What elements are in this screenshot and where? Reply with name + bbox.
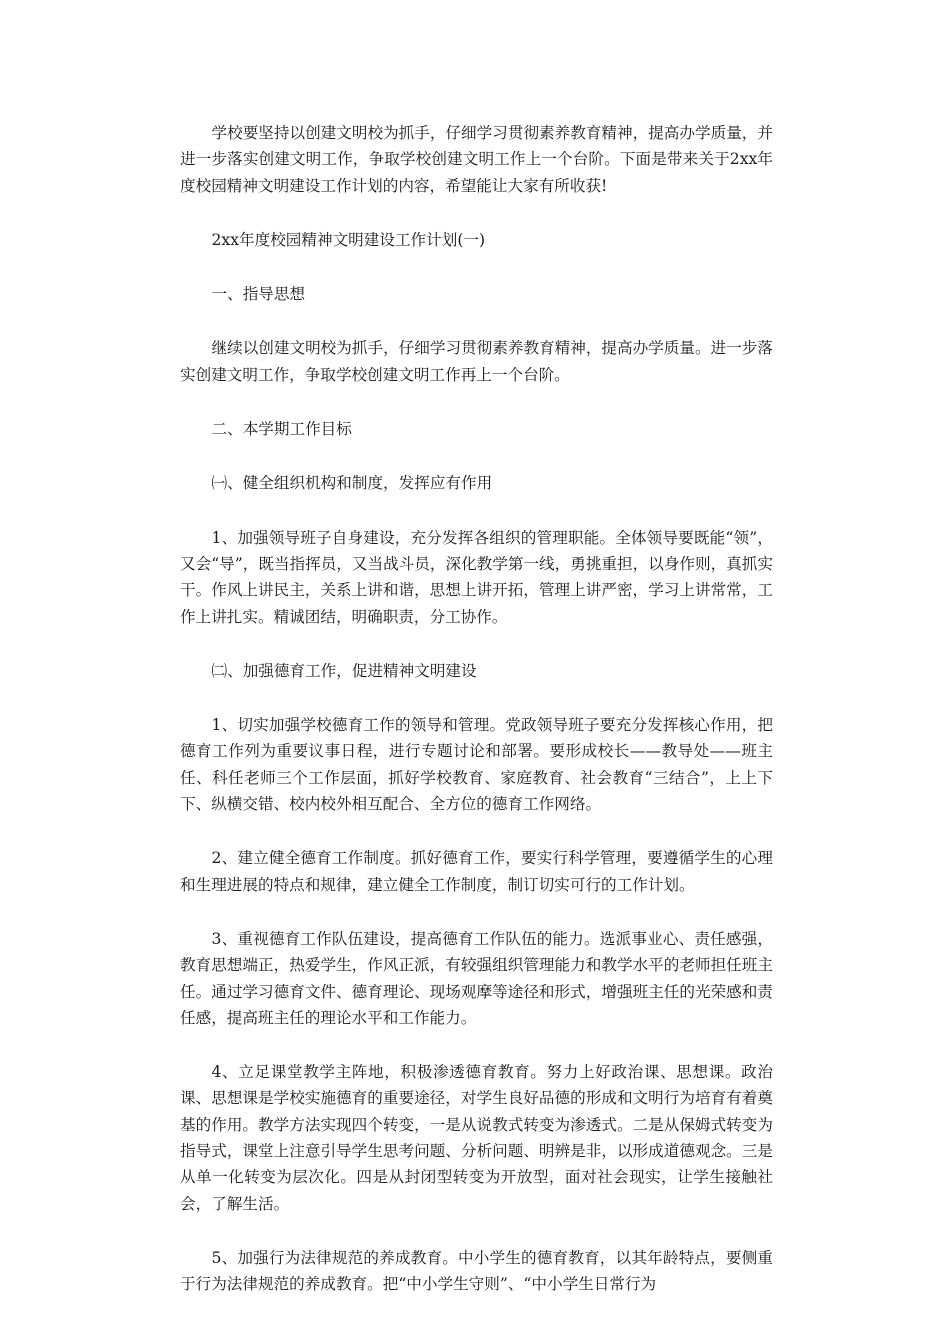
section-heading-guiding-thought: 一、指导思想 [211, 285, 306, 304]
section-heading-semester-goals: 二、本学期工作目标 [211, 420, 352, 439]
document-body [180, 120, 773, 1298]
item-moral-team: 3、重视德育工作队伍建设，提高德育工作队伍的能力。选派事业心、责任感强，教育思想端正，热爱学生，作风正派，有较强组织管理能力和教学水平的老师担任班主任。通过学习德育文件、德育理论、现场观摩等途径和形式，增强班主任的光荣感和责任感，提高班主任的理论水平和工作能力。 [180, 929, 773, 1027]
item-moral-leadership: 1、切实加强学校德育工作的领导和管理。党政领导班子要充分发挥核心作用，把德育工作列为重要议事日程，进行专题讨论和部署。要形成校长——教导处——班主任、科任老师三个工作层面，抓好学校教育、家庭教育、社会教育“三结合”，上上下下、纵横交错、校内校外相互配合、全方位的德育工作网络。 [180, 716, 773, 814]
subheading-organization: ㈠、健全组织机构和制度，发挥应有作用 [211, 474, 493, 493]
item-moral-system: 2、建立健全德育工作制度。抓好德育工作，要实行科学管理，要遵循学生的心理和生理进展的特点和规律，建立健全工作制度，制订切实可行的工作计划。 [180, 849, 773, 894]
item-classroom-teaching: 4、立足课堂教学主阵地，积极渗透德育教育。努力上好政治课、思想课。政治课、思想课是学校实施德育的重要途径，对学生良好品德的形成和文明行为培育有着奠基的作用。教学方法实现四个转变，一是从说教式转变为渗透式。二是从保姆式转变为指导式，课堂上注意引导学生思考问题、分析问题、明辨是非，以形成道德观念。三是从单一化转变为层次化。四是从封闭型转变为开放型，面对社会现实，让学生接触社会，了解生活。 [180, 1063, 773, 1213]
item-behavior-norms: 5、加强行为法律规范的养成教育。中小学生的德育教育，以其年龄特点，要侧重于行为法律规范的养成教育。把“中小学生守则”、“中小学生日常行为 [180, 1248, 773, 1294]
intro-paragraph: 学校要坚持以创建文明校为抓手，仔细学习贯彻素养教育精神，提高办学质量，并进一步落实创建文明工作，争取学校创建文明工作上一个台阶。下面是带来关于2xx年度校园精神文明建设工作计划的内容，希望能让大家有所收获! [180, 124, 773, 195]
guiding-thought-paragraph: 继续以创建文明校为抓手，仔细学习贯彻素养教育精神，提高办学质量。进一步落实创建文明工作，争取学校创建文明工作再上一个台阶。 [180, 339, 773, 384]
item-leadership-building: 1、加强领导班子自身建设，充分发挥各组织的管理职能。全体领导要既能“领”，又会“导”，既当指挥员，又当战斗员，深化教学第一线，勇挑重担，以身作则，真抓实干。作风上讲民主，关系上讲和谐，思想上讲开拓，管理上讲严密，学习上讲常常，工作上讲扎实。精诚团结，明确职责，分工协作。 [180, 528, 773, 626]
plan-title: 2xx年度校园精神文明建设工作计划(一) [211, 230, 486, 249]
subheading-moral-education: ㈡、加强德育工作，促进精神文明建设 [211, 661, 477, 680]
